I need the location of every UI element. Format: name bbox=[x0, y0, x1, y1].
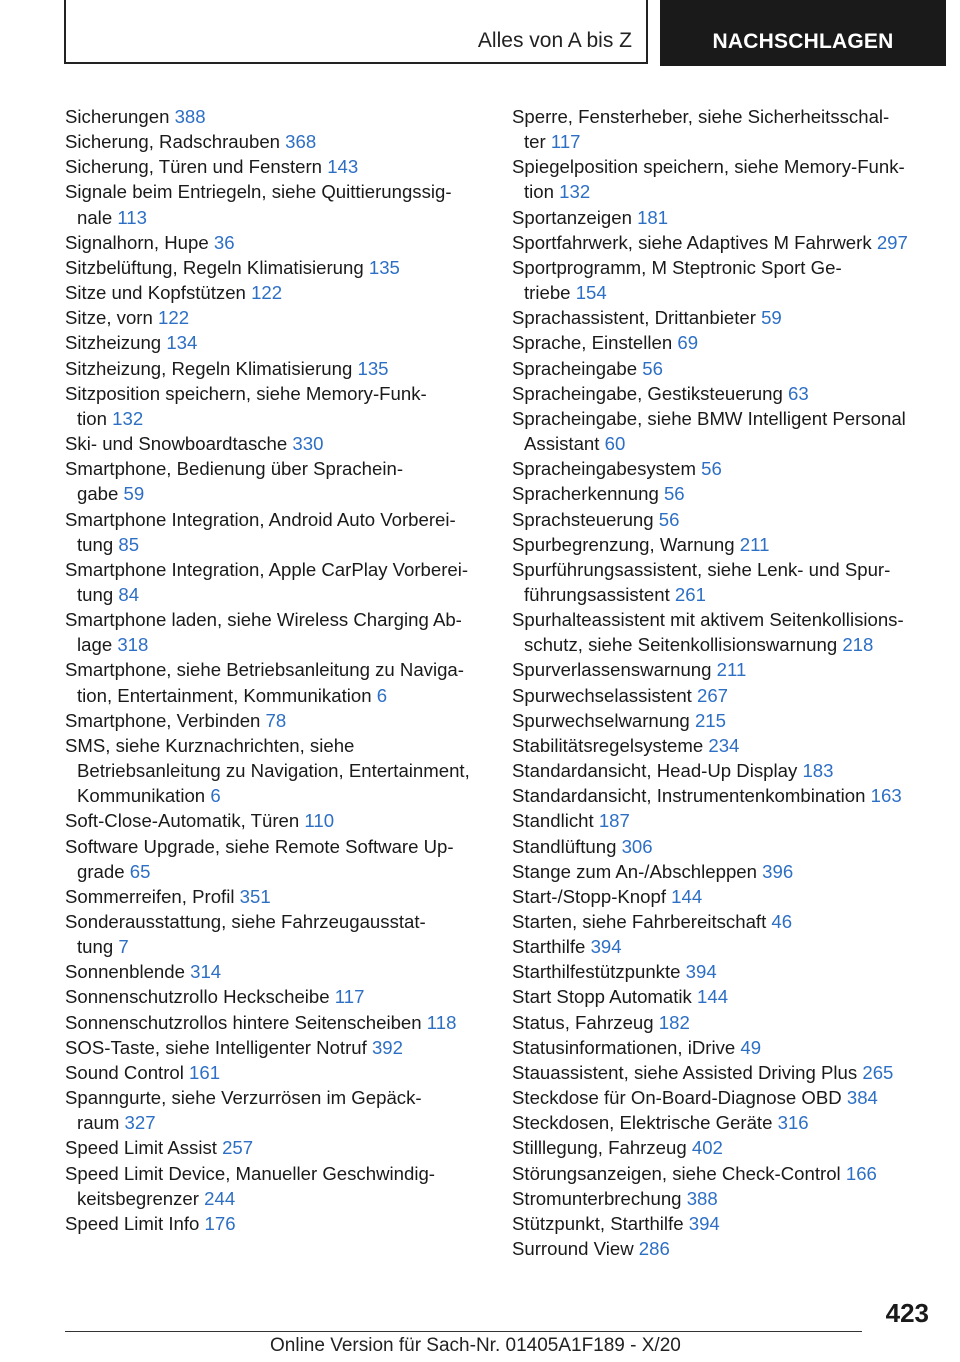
page-reference-link[interactable]: 59 bbox=[761, 307, 782, 329]
index-entry-text: Smartphone, Bedienung über Sprachein- bbox=[65, 458, 404, 480]
index-entry bbox=[512, 305, 932, 330]
page-reference-link[interactable]: 84 bbox=[118, 583, 140, 605]
index-entry-text: Steckdose für On-Board-Diagnose OBD bbox=[512, 1087, 842, 1109]
index-entry-text: Assistant bbox=[524, 433, 600, 455]
page-reference-link[interactable]: 56 bbox=[658, 508, 680, 530]
page-reference-link[interactable]: 396 bbox=[762, 860, 794, 882]
index-entry-text: Standardansicht, Instrumentenkombination bbox=[512, 785, 866, 807]
index-entry bbox=[512, 1035, 932, 1060]
index-entry bbox=[512, 834, 932, 859]
page-reference-link[interactable]: 118 bbox=[426, 1011, 457, 1033]
index-entry bbox=[512, 381, 932, 406]
index-entry bbox=[512, 104, 932, 154]
index-entry bbox=[512, 456, 932, 481]
page-reference-link[interactable]: 388 bbox=[686, 1187, 718, 1209]
index-entry-text: triebe bbox=[524, 282, 571, 304]
index-entry bbox=[512, 481, 932, 506]
index-entry bbox=[512, 708, 932, 733]
index-entry-text: Smartphone, Verbinden bbox=[65, 709, 261, 731]
page-reference-link[interactable]: 286 bbox=[638, 1238, 670, 1260]
page-reference-link[interactable]: 56 bbox=[642, 357, 663, 379]
index-entry bbox=[65, 607, 485, 657]
index-entry-text: Störungsanzeigen, siehe Check-Control bbox=[512, 1162, 841, 1184]
index-entry-text: Standlicht bbox=[512, 810, 594, 832]
index-entry-text: schutz, siehe Seitenkollisionswarnung bbox=[524, 634, 838, 656]
index-entry bbox=[512, 783, 932, 808]
page-reference-link[interactable]: 297 bbox=[876, 231, 908, 253]
page-reference-link[interactable]: 211 bbox=[716, 659, 747, 681]
index-entry-text: gabe bbox=[77, 483, 119, 505]
index-entry bbox=[512, 934, 932, 959]
index-entry bbox=[512, 884, 932, 909]
index-entry-text: SOS-Taste, siehe Intelligenter Notruf bbox=[65, 1036, 367, 1058]
index-entry bbox=[512, 683, 932, 708]
index-entry bbox=[512, 205, 932, 230]
page-reference-link[interactable]: 122 bbox=[251, 282, 283, 304]
index-entry-text: Spurbegrenzung, Warnung bbox=[512, 533, 735, 555]
page-reference-link[interactable]: 113 bbox=[117, 206, 147, 228]
page-reference-link[interactable]: 65 bbox=[129, 860, 151, 882]
index-entry-text: raum bbox=[77, 1112, 120, 1134]
index-entry bbox=[512, 1110, 932, 1135]
index-entry bbox=[65, 1211, 485, 1236]
page-reference-link[interactable]: 261 bbox=[674, 583, 706, 605]
index-entry-text: Sportprogramm, M Steptronic Sport Ge- bbox=[512, 256, 842, 278]
index-entry-text: SMS, siehe Kurznachrichten, siehe bbox=[65, 734, 355, 756]
index-entry-text: Steckdosen, Elektrische Geräte bbox=[512, 1112, 773, 1134]
index-entry-text: Sprachsteuerung bbox=[512, 508, 654, 530]
index-entry-text: Surround View bbox=[512, 1238, 634, 1260]
index-entry-text: Starten, siehe Fahrbereitschaft bbox=[512, 911, 767, 932]
index-entry-text: Spracheingabe, siehe BMW Intelligent Personal bbox=[512, 407, 906, 429]
page-reference-link[interactable]: 218 bbox=[842, 634, 874, 656]
index-entry bbox=[65, 884, 485, 909]
index-entry bbox=[65, 129, 485, 154]
index-entry-text: Sitze und Kopfstützen bbox=[65, 282, 246, 304]
index-entry-text: Smartphone laden, siehe Wireless Charging Ab- bbox=[65, 609, 462, 631]
index-entry-text: Smartphone Integration, Android Auto Vorberei- bbox=[65, 508, 456, 530]
index-entry bbox=[512, 1161, 932, 1186]
page-reference-link[interactable]: 182 bbox=[658, 1011, 690, 1033]
index-entry-text: Sonnenschutzrollos hintere Seitenscheiben bbox=[65, 1011, 422, 1033]
page-reference-link[interactable]: 388 bbox=[174, 106, 206, 127]
index-entry bbox=[65, 733, 485, 808]
index-entry bbox=[512, 255, 932, 305]
index-entry bbox=[512, 1236, 932, 1261]
index-entry bbox=[65, 984, 485, 1009]
index-entry-text: Start-/Stopp-Knopf bbox=[512, 885, 666, 907]
index-entry bbox=[512, 1211, 932, 1236]
index-entry-text: tung bbox=[77, 583, 114, 605]
page-reference-link[interactable]: 7 bbox=[118, 936, 129, 958]
page-reference-link[interactable]: 56 bbox=[701, 458, 722, 480]
index-entry-text: Spanngurte, siehe Verzurrösen im Gepäck- bbox=[65, 1087, 422, 1109]
index-entry bbox=[512, 984, 932, 1009]
page-reference-link[interactable]: 135 bbox=[368, 256, 400, 278]
page-reference-link[interactable]: 394 bbox=[688, 1212, 720, 1234]
index-entry-text: nale bbox=[77, 206, 113, 228]
page-reference-link[interactable]: 122 bbox=[158, 307, 190, 329]
index-entry-text: Standlüftung bbox=[512, 835, 617, 857]
page-reference-link[interactable]: 144 bbox=[697, 986, 729, 1008]
page-reference-link[interactable]: 163 bbox=[870, 785, 902, 807]
page-reference-link[interactable]: 154 bbox=[575, 282, 607, 304]
index-entry-text: Sonnenschutzrollo Heckscheibe bbox=[65, 986, 330, 1008]
page-reference-link[interactable]: 117 bbox=[550, 131, 581, 153]
page-reference-link[interactable]: 183 bbox=[802, 760, 834, 782]
page-reference-link[interactable]: 59 bbox=[123, 483, 145, 505]
index-entry-text: tion bbox=[524, 181, 554, 203]
index-entry-text: Spurwechselassistent bbox=[512, 684, 692, 706]
index-entry bbox=[65, 154, 485, 179]
page-reference-link[interactable]: 316 bbox=[777, 1112, 809, 1134]
page-reference-link[interactable]: 161 bbox=[189, 1061, 221, 1083]
page-reference-link[interactable]: 6 bbox=[376, 684, 388, 706]
chapter-tab-label: NACHSCHLAGEN bbox=[712, 30, 894, 53]
index-entry-text: Sprache, Einstellen bbox=[512, 332, 673, 354]
index-entry-text: Kommunikation bbox=[77, 785, 206, 807]
page-reference-link[interactable]: 135 bbox=[357, 357, 389, 379]
index-entry-text: Sportfahrwerk, siehe Adaptives M Fahrwerk bbox=[512, 231, 872, 253]
index-entry bbox=[65, 1010, 485, 1035]
index-entry bbox=[65, 1085, 485, 1135]
index-entry bbox=[512, 557, 932, 607]
page-reference-link[interactable]: 181 bbox=[637, 206, 669, 228]
index-entry-text: Stromunterbrechung bbox=[512, 1187, 682, 1209]
index-entry-text: Smartphone, siehe Betriebsanleitung zu Naviga- bbox=[65, 659, 464, 681]
index-entry-text: Statusinformationen, iDrive bbox=[512, 1036, 736, 1058]
index-entry-text: Spurwechselwarnung bbox=[512, 709, 690, 731]
page-reference-link[interactable]: 144 bbox=[671, 885, 703, 907]
index-entry-text: Spracheingabe bbox=[512, 357, 638, 379]
index-entry-text: Spracheingabesystem bbox=[512, 458, 696, 480]
page-reference-link[interactable]: 384 bbox=[846, 1087, 878, 1109]
index-entry-text: Stabilitätsregelsysteme bbox=[512, 734, 704, 756]
index-entry-text: Spiegelposition speichern, siehe Memory-Funk- bbox=[512, 156, 905, 178]
page-reference-link[interactable]: 330 bbox=[292, 433, 324, 455]
index-entry-text: Spracheingabe, Gestiksteuerung bbox=[512, 382, 783, 404]
index-entry-text: lage bbox=[77, 634, 113, 656]
page-reference-link[interactable]: 265 bbox=[862, 1061, 894, 1083]
index-entry-text: Sportanzeigen bbox=[512, 206, 632, 228]
index-entry-text: Sonnenblende bbox=[65, 961, 185, 983]
index-entry-text: Sperre, Fensterheber, siehe Sicherheitsschal- bbox=[512, 106, 890, 127]
index-entry-text: Speed Limit Assist bbox=[65, 1137, 217, 1159]
index-entry-text: keitsbegrenzer bbox=[77, 1187, 199, 1209]
page-reference-link[interactable]: 257 bbox=[222, 1137, 254, 1159]
index-entry bbox=[65, 1135, 485, 1160]
page-reference-link[interactable]: 394 bbox=[590, 936, 622, 958]
page-reference-link[interactable]: 69 bbox=[677, 332, 699, 354]
header-frame bbox=[64, 0, 648, 64]
index-entry-text: Stützpunkt, Starthilfe bbox=[512, 1212, 684, 1234]
page-reference-link[interactable]: 56 bbox=[663, 483, 685, 505]
index-entry bbox=[512, 733, 932, 758]
index-entry-text: Sitzposition speichern, siehe Memory-Funk- bbox=[65, 382, 427, 404]
page-reference-link[interactable]: 36 bbox=[213, 231, 235, 253]
footer-divider bbox=[65, 1331, 862, 1332]
index-entry bbox=[512, 406, 932, 456]
index-entry bbox=[512, 808, 932, 833]
index-entry-text: Soft-Close-Automatik, Türen bbox=[65, 810, 300, 832]
index-entry-text: Sprachassistent, Drittanbieter bbox=[512, 307, 756, 329]
page-reference-link[interactable]: 392 bbox=[371, 1036, 403, 1058]
page-reference-link[interactable]: 327 bbox=[124, 1112, 156, 1134]
index-entry-text: Standardansicht, Head-Up Display bbox=[512, 760, 798, 782]
index-entry bbox=[512, 959, 932, 984]
index-entry bbox=[65, 507, 485, 557]
page-reference-link[interactable]: 314 bbox=[190, 961, 222, 983]
page-reference-link[interactable]: 394 bbox=[685, 961, 717, 983]
index-entry bbox=[65, 1060, 485, 1085]
page-reference-link[interactable]: 132 bbox=[112, 407, 144, 429]
page-reference-link[interactable]: 110 bbox=[304, 810, 335, 832]
index-entry-text: Sitzheizung bbox=[65, 332, 162, 354]
index-column-right bbox=[512, 104, 932, 1261]
index-entry-text: Betriebsanleitung zu Navigation, Entertainment, bbox=[77, 760, 470, 782]
page-reference-link[interactable]: 78 bbox=[265, 709, 287, 731]
index-entry bbox=[512, 532, 932, 557]
index-entry bbox=[512, 330, 932, 355]
page-reference-link[interactable]: 132 bbox=[559, 181, 591, 203]
index-entry bbox=[512, 859, 932, 884]
index-entry-text: Spurhalteassistent mit aktivem Seitenkollisions- bbox=[512, 609, 904, 631]
index-entry-text: Signalhorn, Hupe bbox=[65, 231, 209, 253]
index-entry-text: Sicherungen bbox=[65, 106, 170, 127]
index-entry bbox=[65, 305, 485, 330]
index-entry bbox=[512, 1135, 932, 1160]
page-reference-link[interactable]: 402 bbox=[691, 1137, 723, 1159]
page-reference-link[interactable]: 351 bbox=[239, 885, 271, 907]
page-reference-link[interactable]: 234 bbox=[708, 734, 740, 756]
page-reference-link[interactable]: 85 bbox=[118, 533, 140, 555]
page-header bbox=[0, 0, 960, 66]
index-entry-text: Stauassistent, siehe Assisted Driving Plus bbox=[512, 1061, 858, 1083]
index-entry bbox=[65, 557, 485, 607]
index-entry bbox=[65, 356, 485, 381]
page-reference-link[interactable]: 166 bbox=[845, 1162, 877, 1184]
index-entry bbox=[512, 909, 932, 934]
index-entry bbox=[512, 507, 932, 532]
index-entry-text: führungsassistent bbox=[524, 583, 670, 605]
index-entry bbox=[512, 1060, 932, 1085]
index-entry-text: tion bbox=[77, 407, 107, 429]
index-entry bbox=[65, 808, 485, 833]
index-entry-text: Spurverlassenswarnung bbox=[512, 659, 712, 681]
page-reference-link[interactable]: 244 bbox=[204, 1187, 236, 1209]
page-reference-link[interactable]: 63 bbox=[788, 382, 809, 404]
index-entry-text: Speed Limit Info bbox=[65, 1212, 200, 1234]
index-entry bbox=[65, 431, 485, 456]
index-entry bbox=[65, 255, 485, 280]
index-entry bbox=[512, 607, 932, 657]
index-entry-text: Spracherkennung bbox=[512, 483, 659, 505]
index-entry-text: Signale beim Entriegeln, siehe Quittierungssig- bbox=[65, 181, 452, 203]
index-entry-text: Starthilfestützpunkte bbox=[512, 961, 681, 983]
index-entry-text: Sonderausstattung, siehe Fahrzeugausstat- bbox=[65, 911, 426, 932]
footer-text: Online Version für Sach-Nr. 01405A1F189 - X/20 bbox=[270, 1335, 681, 1356]
page-reference-link[interactable]: 176 bbox=[204, 1212, 236, 1234]
index-entry-text: tung bbox=[77, 936, 114, 958]
index-entry bbox=[512, 1186, 932, 1211]
index-entry bbox=[65, 657, 485, 707]
page-reference-link[interactable]: 211 bbox=[739, 533, 770, 555]
chapter-tab[interactable] bbox=[660, 0, 946, 66]
index-entry-text: tung bbox=[77, 533, 114, 555]
index-entry bbox=[65, 280, 485, 305]
index-entry bbox=[65, 1035, 485, 1060]
index-entry bbox=[512, 154, 932, 204]
index-entry-text: Sound Control bbox=[65, 1061, 184, 1083]
index-entry bbox=[65, 330, 485, 355]
page-reference-link[interactable]: 134 bbox=[166, 332, 198, 354]
page-reference-link[interactable]: 49 bbox=[740, 1036, 762, 1058]
index-entry-text: Speed Limit Device, Manueller Geschwindig- bbox=[65, 1162, 435, 1184]
page-reference-link[interactable]: 318 bbox=[117, 634, 149, 656]
page-reference-link[interactable]: 215 bbox=[694, 709, 726, 731]
index-entry bbox=[512, 356, 932, 381]
page-reference-link[interactable]: 60 bbox=[604, 433, 626, 455]
index-entry-text: tion, Entertainment, Kommunikation bbox=[77, 684, 372, 706]
page-reference-link[interactable]: 143 bbox=[327, 156, 359, 178]
index-entry bbox=[65, 959, 485, 984]
page-reference-link[interactable]: 187 bbox=[598, 810, 630, 832]
index-entry bbox=[65, 230, 485, 255]
index-entry-text: Ski- und Snowboardtasche bbox=[65, 433, 288, 455]
index-entry-text: Stilllegung, Fahrzeug bbox=[512, 1137, 687, 1159]
index-entry-text: Sitzbelüftung, Regeln Klimatisierung bbox=[65, 256, 364, 278]
index-entry-text: Sommerreifen, Profil bbox=[65, 885, 235, 907]
page-reference-link[interactable]: 267 bbox=[697, 684, 729, 706]
index-entry bbox=[65, 909, 485, 959]
page-reference-link[interactable]: 6 bbox=[210, 785, 221, 807]
index-entry bbox=[512, 1010, 932, 1035]
index-entry-text: Starthilfe bbox=[512, 936, 586, 958]
index-entry bbox=[65, 456, 485, 506]
index-entry bbox=[65, 1161, 485, 1211]
page-reference-link[interactable]: 117 bbox=[334, 986, 365, 1008]
page-reference-link[interactable]: 46 bbox=[771, 911, 793, 932]
index-entry-text: Start Stopp Automatik bbox=[512, 986, 692, 1008]
index-entry bbox=[512, 657, 932, 682]
index-entry-text: Sicherung, Radschrauben bbox=[65, 131, 280, 153]
index-entry bbox=[512, 1085, 932, 1110]
index-entry bbox=[512, 230, 932, 255]
index-entry-text: ter bbox=[524, 131, 546, 153]
page-number: 423 bbox=[885, 1298, 929, 1328]
index-entry bbox=[65, 834, 485, 884]
index-entry-text: Software Upgrade, siehe Remote Software Up- bbox=[65, 835, 454, 857]
index-entry bbox=[65, 381, 485, 431]
index-column-left bbox=[65, 104, 485, 1236]
index-entry-text: Sicherung, Türen und Fenstern bbox=[65, 156, 323, 178]
index-entry bbox=[512, 758, 932, 783]
index-entry-text: Status, Fahrzeug bbox=[512, 1011, 654, 1033]
index-entry bbox=[65, 708, 485, 733]
index-entry-text: Stange zum An-/Abschleppen bbox=[512, 860, 757, 882]
index-entry-text: Sitze, vorn bbox=[65, 307, 153, 329]
page-reference-link[interactable]: 306 bbox=[621, 835, 653, 857]
page-reference-link[interactable]: 368 bbox=[285, 131, 317, 153]
index-entry-text: Smartphone Integration, Apple CarPlay Vorberei- bbox=[65, 558, 469, 580]
section-title: Alles von A bis Z bbox=[477, 29, 632, 52]
index-entry-text: grade bbox=[77, 860, 125, 882]
index-entry-text: Sitzheizung, Regeln Klimatisierung bbox=[65, 357, 353, 379]
index-entry bbox=[65, 104, 485, 129]
index-entry bbox=[65, 179, 485, 229]
index-entry-text: Spurführungsassistent, siehe Lenk- und Spur- bbox=[512, 558, 891, 580]
